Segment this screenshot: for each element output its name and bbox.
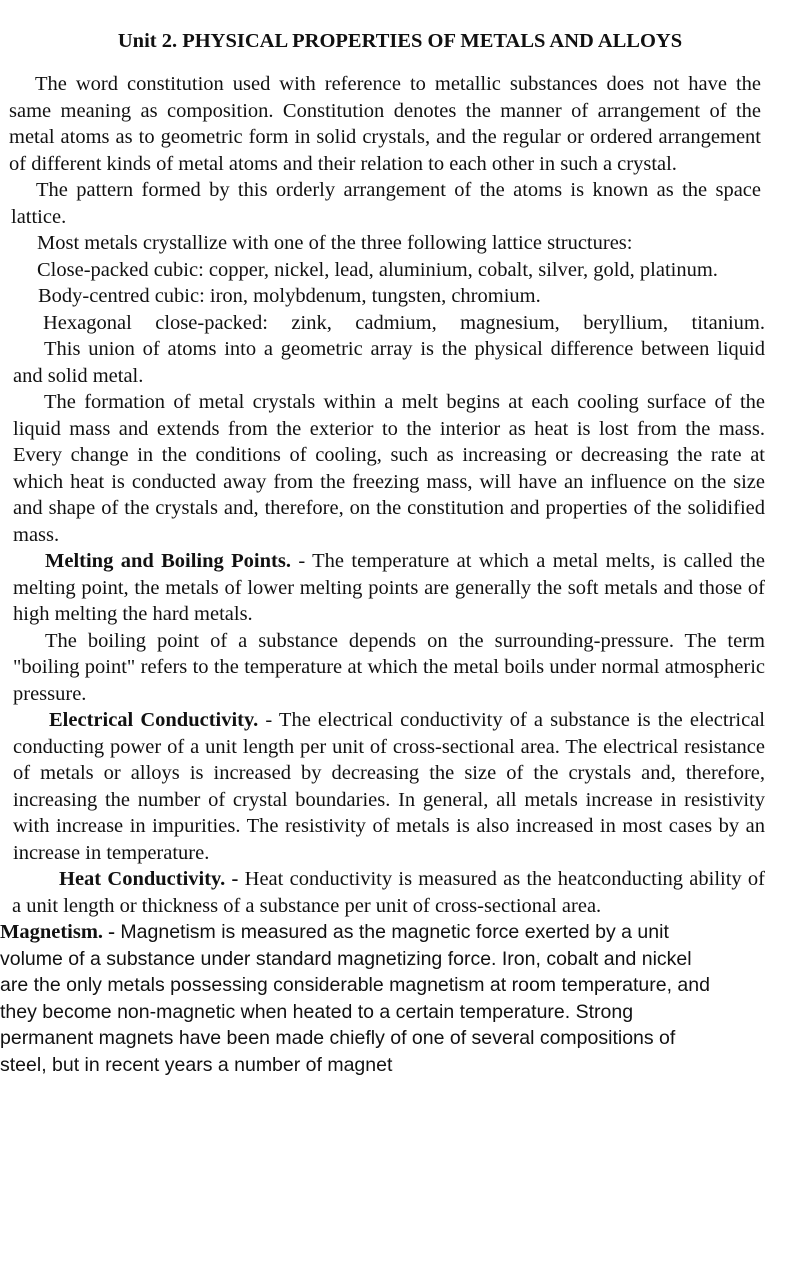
- magnetism-text: Magnetism is measured as the magnetic force exerted by a unit volume of a substance under standard magnetizing force. Iron, cobalt and nickel are the only metals possessing considerable magnetism at room temperature, and they become non-magnetic when heated to a certain temperature. Strong permanent magnets have been made chiefly of one of several compositions of steel, but in recent years a number of magnet: [0, 921, 710, 1076]
- paragraph-body-centred-cubic: Body-centred cubic: iron, molybdenum, tungsten, chromium.: [38, 285, 541, 307]
- paragraph-electrical-conductivity: [0, 707, 787, 866]
- magnetism-heading: Magnetism. -: [0, 921, 116, 943]
- paragraph-heat-conductivity: [0, 866, 787, 919]
- melting-heading: Melting and Boiling Points.: [45, 550, 291, 572]
- paragraph-lattice-intro: Most metals crystallize with one of the three following lattice structures:: [37, 232, 633, 254]
- paragraph-melting-points: [0, 548, 787, 628]
- paragraph-hexagonal: Hexagonal close-packed: zink, cadmium, magnesium, beryllium, titanium.: [43, 311, 765, 334]
- electrical-heading: Electrical Conductivity.: [49, 709, 259, 731]
- heat-heading: Heat Conductivity. -: [59, 868, 239, 890]
- page-title: Unit 2. PHYSICAL PROPERTIES OF METALS AND ALLOYS: [117, 30, 683, 52]
- document-body: [0, 71, 787, 1078]
- melting-text: - The temperature at which a metal melts, is called the melting point, the metals of lower melting points are generally the soft metals and those of high melting the hard metals.: [13, 550, 765, 625]
- paragraph-close-packed-cubic: Close-packed cubic: copper, nickel, lead, aluminium, cobalt, silver, gold, platinum.: [37, 258, 718, 281]
- paragraph-space-lattice: The pattern formed by this orderly arrangement of the atoms is known as the space lattice.: [11, 179, 761, 228]
- electrical-text: - The electrical conductivity of a substance is the electrical conducting power of a unit length per unit of cross-sectional area. The electrical resistance of metals or alloys is increased by decreasing the size of the crystals and, therefore, increasing the number of crystal boundaries. In general, all metals increase in resistivity with increase in impurities. The resistivity of metals is also increased in most cases by an increase in temperature.: [13, 709, 765, 864]
- paragraph-magnetism: [0, 919, 787, 1078]
- paragraph-constitution: The word constitution used with reference to metallic substances does not have the same meaning as composition. Constitution denotes the manner of arrangement of the metal atoms as to geometric form in solid crystals, and the regular or ordered arrangement of different kinds of metal atoms and their relation to each other in such a crystal.: [9, 73, 761, 175]
- paragraph-boiling-point: The boiling point of a substance depends on the surrounding-pressure. The term "boiling point" refers to the temperature at which the metal boils under normal atmospheric pressure.: [13, 629, 765, 705]
- paragraph-crystal-formation: The formation of metal crystals within a melt begins at each cooling surface of the liquid mass and extends from the exterior to the interior as heat is lost from the mass. Every change in the conditions of cooling, such as increasing or decreasing the rate at which heat is conducted away from the freezing mass, will have an influence on the size and shape of the crystals and, therefore, on the constitution and properties of the solidified mass.: [13, 391, 765, 546]
- heat-text: Heat conductivity is measured as the heatconducting ability of a unit length or thickness of a substance per unit of cross-sectional area.: [12, 868, 766, 917]
- paragraph-geometric-array: This union of atoms into a geometric array is the physical difference between liquid and solid metal.: [13, 338, 765, 387]
